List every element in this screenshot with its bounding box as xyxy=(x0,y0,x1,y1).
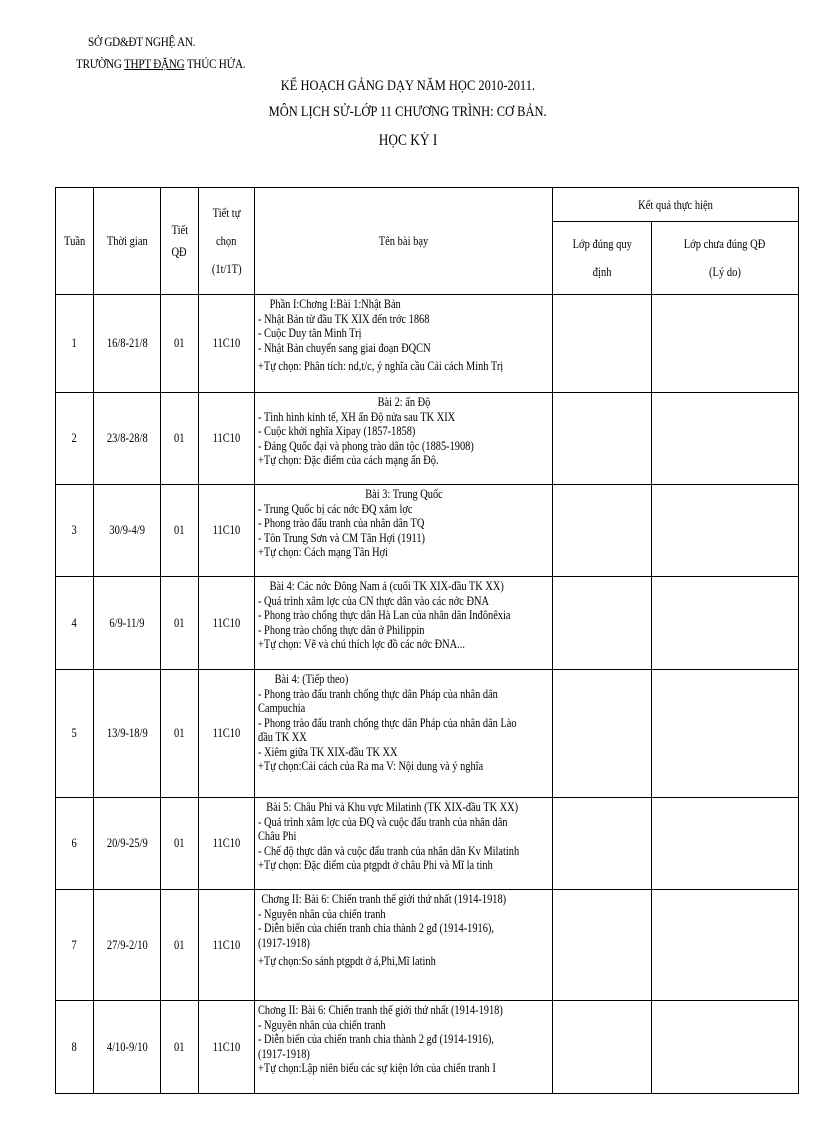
correct-class-cell xyxy=(553,485,652,577)
correct-class-cell xyxy=(553,890,652,1001)
school-name xyxy=(76,56,245,72)
table-row xyxy=(56,670,799,798)
department-name: SỞ GD&ĐT NGHỆ AN. xyxy=(88,34,196,49)
correct-class-cell xyxy=(553,393,652,485)
incorrect-class-cell xyxy=(652,798,799,890)
elective-cell: 11C10 xyxy=(199,393,255,485)
week-cell: 3 xyxy=(56,485,94,577)
header-correct-class: Lớp đúng quy định xyxy=(553,222,652,295)
school-suffix: THÚC HỨA. xyxy=(184,56,246,71)
table-row xyxy=(56,1001,799,1094)
lesson-cell: Bài 4: (Tiếp theo) - Phong trào đấu tranh chống thực dân Pháp của nhân dân Campuchia - Phong trào đấu tranh chống thực dân Pháp của nhân dân Lào đầu TK XX - Xiêm giữa TK XIX-đầu TK XX +Tự chọn:Cải cách của Ra ma V: Nội dung và ý nghĩa xyxy=(255,670,553,798)
lesson-cell: Chơng II: Bài 6: Chiến tranh thế giới thứ nhất (1914-1918) - Nguyên nhân của chiến tranh - Diễn biến của chiến tranh chia thành 2 gđ (1914-1916), (1917-1918) +Tự chọn:So sánh ptgpdt ở á,Phi,Mĩ latinh xyxy=(255,890,553,1001)
week-cell: 2 xyxy=(56,393,94,485)
period-cell: 01 xyxy=(161,485,199,577)
elective-cell: 11C10 xyxy=(199,1001,255,1094)
table-row xyxy=(56,485,799,577)
incorrect-class-cell xyxy=(652,577,799,670)
period-cell: 01 xyxy=(161,890,199,1001)
correct-class-cell xyxy=(553,295,652,393)
week-cell: 1 xyxy=(56,295,94,393)
time-cell: 4/10-9/10 xyxy=(94,1001,161,1094)
elective-cell: 11C10 xyxy=(199,485,255,577)
period-cell: 01 xyxy=(161,1001,199,1094)
table-row xyxy=(56,798,799,890)
time-cell: 27/9-2/10 xyxy=(94,890,161,1001)
elective-cell: 11C10 xyxy=(199,295,255,393)
teaching-plan-table xyxy=(55,187,799,1094)
incorrect-class-cell xyxy=(652,1001,799,1094)
lesson-cell: Bài 4: Các nớc Đông Nam á (cuối TK XIX-đầu TK XX) - Quá trình xâm lợc của CN thực dân vào các nớc ĐNA - Phong trào chống thực dân Hà Lan của nhân dân Inđônêxia - Phong trào chống thực dân ở Philippin +Tự chọn: Vẽ và chú thích lợc đồ các nớc ĐNA... xyxy=(255,577,553,670)
period-cell: 01 xyxy=(161,295,199,393)
incorrect-class-cell xyxy=(652,890,799,1001)
lesson-cell: Chơng II: Bài 6: Chiến tranh thế giới thứ nhất (1914-1918) - Nguyên nhân của chiến tranh - Diễn biến của chiến tranh chia thành 2 gđ (1914-1916), (1917-1918) +Tự chọn:Lập niên biểu các sự kiện lớn của chiến tranh I xyxy=(255,1001,553,1094)
elective-cell: 11C10 xyxy=(199,890,255,1001)
week-cell: 5 xyxy=(56,670,94,798)
period-cell: 01 xyxy=(161,798,199,890)
header-result: Kết quả thực hiện xyxy=(553,188,799,222)
header-time: Thời gian xyxy=(94,188,161,295)
time-cell: 30/9-4/9 xyxy=(94,485,161,577)
header-period: Tiết QĐ xyxy=(161,188,199,295)
lesson-cell: Bài 5: Châu Phi và Khu vực Milatinh (TK XIX-đầu TK XX) - Quá trình xâm lợc của ĐQ và cuộc đấu tranh của nhân dân Châu Phi - Chế độ thực dân và cuộc đấu tranh của nhân dân Kv Milatinh +Tự chọn: Đặc điểm của ptgpdt ở châu Phi và Mĩ la tinh xyxy=(255,798,553,890)
time-cell: 16/8-21/8 xyxy=(94,295,161,393)
header-incorrect-class: Lớp chưa đúng QĐ (Lý do) xyxy=(652,222,799,295)
table-row xyxy=(56,577,799,670)
correct-class-cell xyxy=(553,670,652,798)
header-elective: Tiết tự chọn (1t/1T) xyxy=(199,188,255,295)
table-row xyxy=(56,393,799,485)
time-cell: 13/9-18/9 xyxy=(94,670,161,798)
school-underlined: THPT ĐẶNG xyxy=(123,56,185,71)
correct-class-cell xyxy=(553,577,652,670)
table-row xyxy=(56,890,799,1001)
incorrect-class-cell xyxy=(652,295,799,393)
incorrect-class-cell xyxy=(652,393,799,485)
period-cell: 01 xyxy=(161,670,199,798)
elective-cell: 11C10 xyxy=(199,577,255,670)
correct-class-cell xyxy=(553,798,652,890)
incorrect-class-cell xyxy=(652,670,799,798)
time-cell: 20/9-25/9 xyxy=(94,798,161,890)
period-cell: 01 xyxy=(161,393,199,485)
elective-cell: 11C10 xyxy=(199,798,255,890)
header-lesson: Tên bài bạy xyxy=(255,188,553,295)
subject-title: MÔN LỊCH SỬ-LỚP 11 CHƯƠNG TRÌNH: CƠ BẢN. xyxy=(268,104,547,120)
school-prefix: TRƯỜNG xyxy=(76,56,124,71)
header-week: Tuần xyxy=(56,188,94,295)
correct-class-cell xyxy=(553,1001,652,1094)
week-cell: 4 xyxy=(56,577,94,670)
time-cell: 6/9-11/9 xyxy=(94,577,161,670)
plan-title: KẾ HOẠCH GẢNG DẠY NĂM HỌC 2010-2011. xyxy=(280,78,536,94)
lesson-cell: Phần I:Chơng I:Bài 1:Nhật Bản - Nhật Bản từ đầu TK XIX đến trớc 1868 - Cuộc Duy tân Minh Trị - Nhật Bản chuyển sang giai đoạn ĐQCN +Tự chọn: Phân tích: nd,t/c, ý nghĩa cầu Cải cách Minh Trị xyxy=(255,295,553,393)
elective-cell: 11C10 xyxy=(199,670,255,798)
table-row xyxy=(56,295,799,393)
lesson-cell: Bài 3: Trung Quốc - Trung Quốc bị các nớc ĐQ xâm lợc - Phong trào đấu tranh của nhân dân TQ - Tôn Trung Sơn và CM Tân Hợi (1911) +Tự chọn: Cách mạng Tân Hợi xyxy=(255,485,553,577)
lesson-cell: Bài 2: ấn Độ - Tình hình kinh tế, XH ấn Độ nửa sau TK XIX - Cuộc khởi nghĩa Xipay (1857-1858) - Đảng Quốc đại và phong trào dân tộc (1885-1908) +Tự chọn: Đặc điểm của cách mạng ấn Độ. xyxy=(255,393,553,485)
period-cell: 01 xyxy=(161,577,199,670)
week-cell: 8 xyxy=(56,1001,94,1094)
week-cell: 7 xyxy=(56,890,94,1001)
incorrect-class-cell xyxy=(652,485,799,577)
week-cell: 6 xyxy=(56,798,94,890)
semester-title: HỌC KỲ I xyxy=(378,132,438,149)
time-cell: 23/8-28/8 xyxy=(94,393,161,485)
